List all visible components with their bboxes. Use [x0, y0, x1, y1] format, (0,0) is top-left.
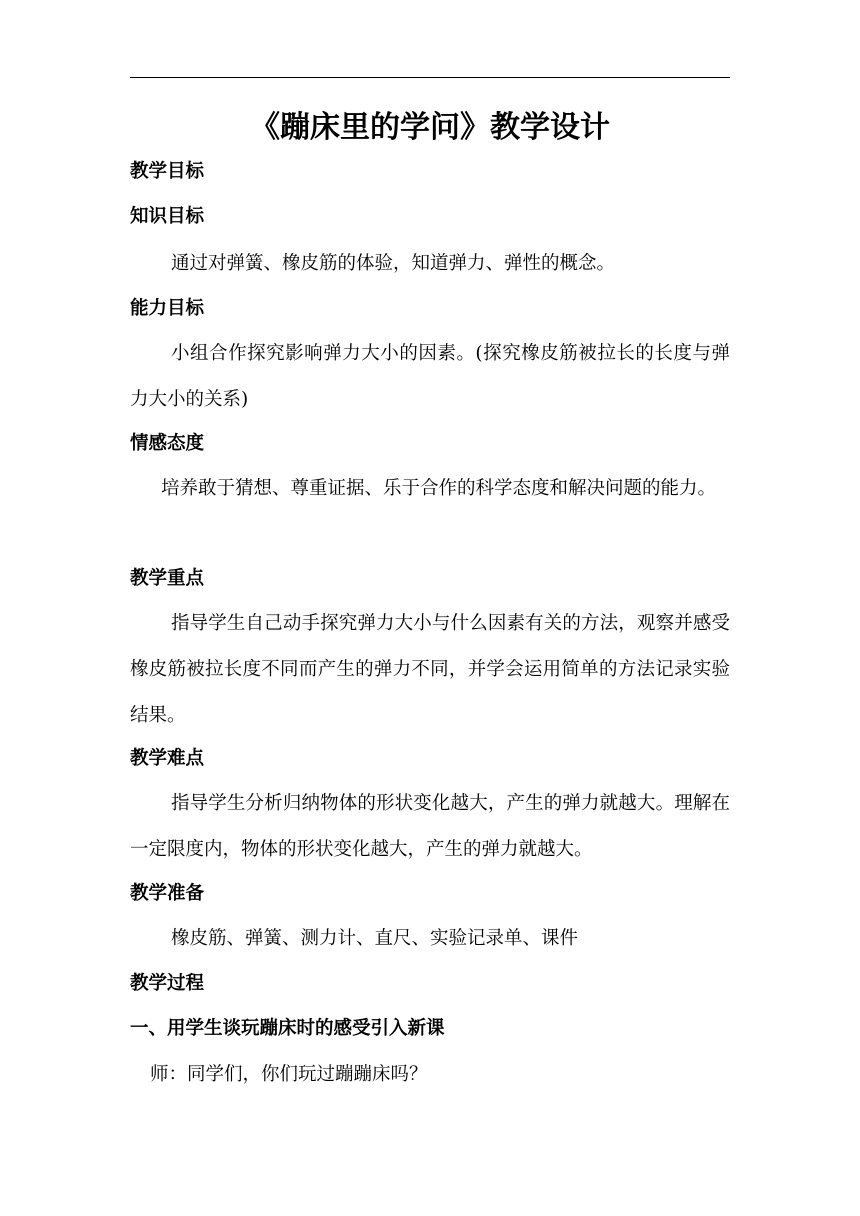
paragraph-ability: 小组合作探究影响弹力大小的因素。(探究橡皮筋被拉长的长度与弹力大小的关系): [130, 343, 730, 410]
header-rule: [130, 77, 730, 78]
document-title: 《蹦床里的学问》教学设计: [250, 110, 610, 145]
paragraph-attitude: 培养敢于猜想、尊重证据、乐于合作的科学态度和解决问题的能力。: [161, 478, 717, 499]
paragraph-key-point: 指导学生自己动手探究弹力大小与什么因素有关的方法，观察并感受橡皮筋被拉长度不同而产生的弹力不同，并学会运用简单的方法记录实验结果。: [130, 613, 730, 726]
paragraph-knowledge: 通过对弹簧、橡皮筋的体验，知道弹力、弹性的概念。: [171, 253, 616, 274]
heading-preparation: 教学准备: [130, 883, 205, 904]
paragraph-difficulty: 指导学生分析归纳物体的形状变化越大，产生的弹力就越大。理解在一定限度内，物体的形状变化越大，产生的弹力就越大。: [130, 793, 730, 860]
heading-difficulty: 教学难点: [130, 748, 205, 769]
heading-objectives: 教学目标: [130, 161, 205, 182]
heading-attitude: 情感态度: [130, 433, 205, 454]
paragraph-preparation: 橡皮筋、弹簧、测力计、直尺、实验记录单、课件: [171, 928, 579, 949]
dialogue-teacher-question: 师：同学们，你们玩过蹦蹦床吗？: [150, 1064, 428, 1085]
heading-key-point: 教学重点: [130, 568, 205, 589]
heading-step-one: 一、用学生谈玩蹦床时的感受引入新课: [130, 1018, 445, 1039]
heading-process: 教学过程: [130, 973, 205, 994]
heading-ability: 能力目标: [130, 298, 205, 319]
heading-knowledge: 知识目标: [130, 206, 205, 227]
